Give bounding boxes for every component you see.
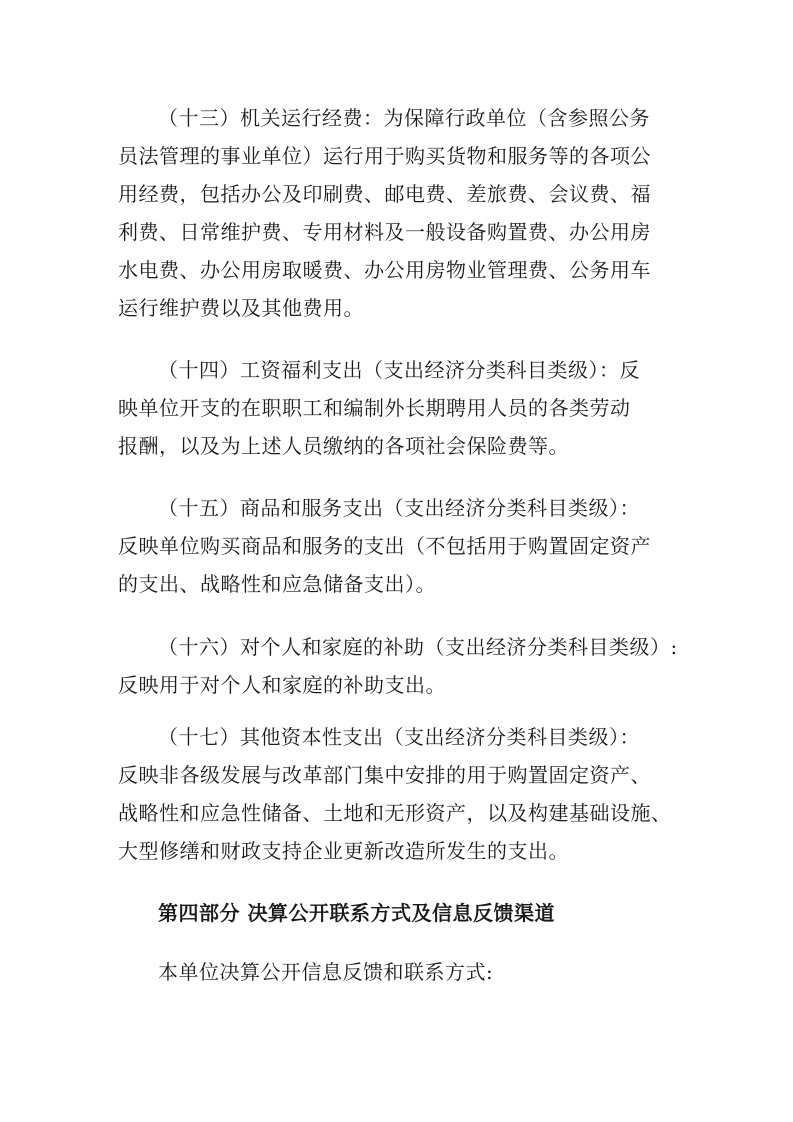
paragraph-15 xyxy=(118,489,678,603)
text-line: 反映非各级发展与改革部门集中安排的用于购置固定资产、 xyxy=(118,763,651,787)
text-line: 战略性和应急性储备、土地和无形资产，以及构建基础设施、 xyxy=(118,801,672,825)
text-line: （十五）商品和服务支出（支出经济分类科目类级）： xyxy=(158,496,640,520)
paragraph-16 xyxy=(118,628,678,704)
text-line: 水电费、办公用房取暖费、办公用房物业管理费、公务用车 xyxy=(118,258,651,282)
text-line: 运行维护费以及其他费用。 xyxy=(118,296,364,320)
text-line: （十四）工资福利支出（支出经济分类科目类级）：反 xyxy=(158,358,640,382)
text-line: 反映单位购买商品和服务的支出（不包括用于购置固定资产 xyxy=(118,534,651,558)
text-line: （十三）机关运行经费：为保障行政单位（含参照公务 xyxy=(158,106,650,130)
text-line: 本单位决算公开信息反馈和联系方式: xyxy=(158,960,494,984)
section-heading xyxy=(118,894,678,932)
text-line: 反映用于对个人和家庭的补助支出。 xyxy=(118,673,446,697)
text-line: 利费、日常维护费、专用材料及一般设备购置费、办公用房 xyxy=(118,220,651,244)
section-heading-text: 第四部分 决算公开联系方式及信息反馈渠道 xyxy=(158,901,555,925)
paragraph-14 xyxy=(118,351,678,465)
paragraph-13 xyxy=(118,99,678,327)
text-line: 用经费，包括办公及印刷费、邮电费、差旅费、会议费、福 xyxy=(118,182,651,206)
text-line: 映单位开支的在职职工和编制外长期聘用人员的各类劳动 xyxy=(118,396,631,420)
closing-paragraph xyxy=(118,953,678,991)
text-line: 大型修缮和财政支持企业更新改造所发生的支出。 xyxy=(118,839,569,863)
text-line: 员法管理的事业单位）运行用于购买货物和服务等的各项公 xyxy=(118,144,651,168)
paragraph-17 xyxy=(118,718,678,870)
text-line: （十七）其他资本性支出（支出经济分类科目类级）： xyxy=(158,725,640,749)
text-line: （十六）对个人和家庭的补助（支出经济分类科目类级）: xyxy=(158,635,678,659)
text-line: 的支出、战略性和应急储备支出）。 xyxy=(118,572,436,596)
text-line: 报酬，以及为上述人员缴纳的各项社会保险费等。 xyxy=(118,434,569,458)
